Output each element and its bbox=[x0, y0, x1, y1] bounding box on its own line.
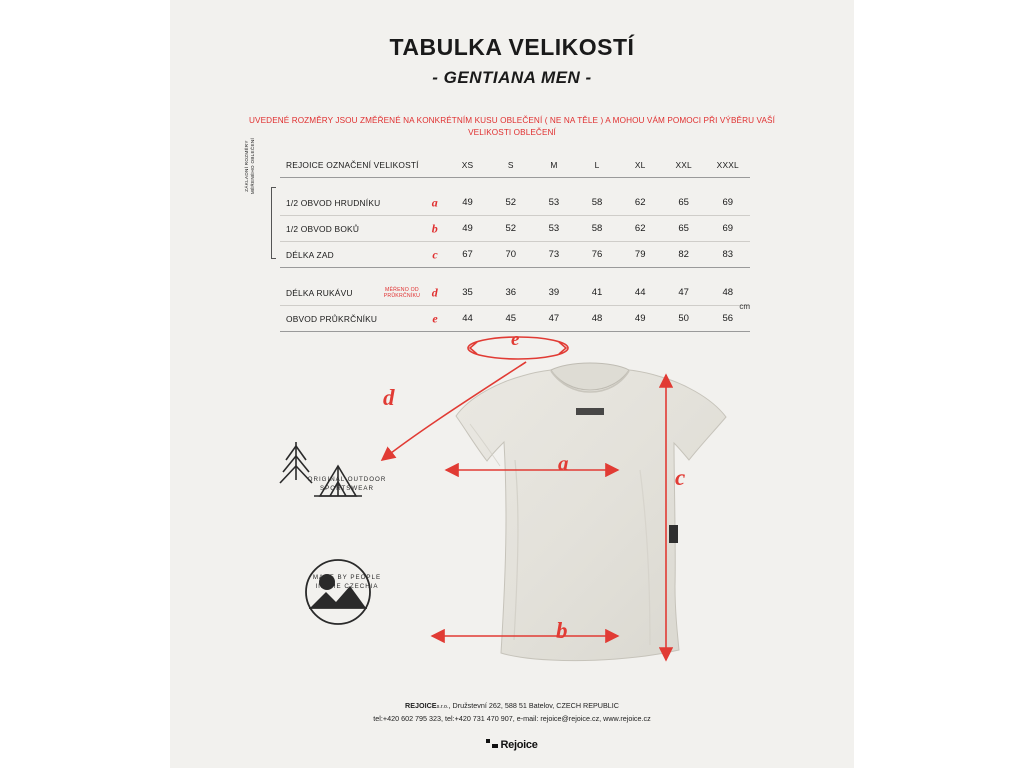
cell-back-m: 73 bbox=[532, 242, 575, 268]
measure-label-d: d bbox=[383, 385, 395, 410]
badge1-line2: SPORTSWEAR bbox=[320, 485, 374, 492]
footer bbox=[170, 700, 854, 724]
row-label-back-length: DÉLKA ZAD bbox=[286, 249, 334, 260]
table-spacer bbox=[280, 268, 750, 281]
cell-back-l: 76 bbox=[575, 242, 618, 268]
row-label-neck: OBVOD PRŮKRČNÍKU bbox=[286, 313, 378, 324]
measure-label-c: c bbox=[675, 465, 686, 490]
table-spacer bbox=[280, 178, 750, 191]
tshirt-illustration bbox=[170, 320, 854, 680]
size-col-xl: XL bbox=[619, 152, 662, 178]
table-row bbox=[280, 190, 750, 216]
cell-hips-s: 52 bbox=[489, 216, 532, 242]
row-label-hips: 1/2 OBVOD BOKŮ bbox=[286, 223, 360, 234]
cell-sleeve-xxl: 47 bbox=[662, 280, 706, 306]
side-label: ZÁKLADNÍ ROZMĚRY MĚŘENÉHO OBLEČENÍ bbox=[244, 137, 255, 195]
cell-back-xxl: 82 bbox=[662, 242, 706, 268]
cell-chest-xl: 62 bbox=[619, 190, 662, 216]
footer-address-line bbox=[170, 700, 854, 713]
table-header-row bbox=[280, 152, 750, 178]
size-col-xxl: XXL bbox=[662, 152, 706, 178]
badge-original-outdoor bbox=[282, 470, 412, 493]
size-col-m: M bbox=[532, 152, 575, 178]
badge2-line2: IN THE CZECHIA bbox=[315, 583, 379, 590]
cell-hips-m: 53 bbox=[532, 216, 575, 242]
cell-hips-xl: 62 bbox=[619, 216, 662, 242]
page-title: TABULKA VELIKOSTÍ bbox=[389, 34, 635, 60]
row-mark-d: d bbox=[431, 285, 438, 299]
unit-label: cm bbox=[739, 302, 750, 311]
logo-inner bbox=[486, 738, 537, 751]
cell-chest-l: 58 bbox=[575, 190, 618, 216]
cell-chest-xxl: 65 bbox=[662, 190, 706, 216]
size-chart-sheet bbox=[170, 0, 854, 768]
footer-company: REJOICE bbox=[405, 701, 437, 710]
cell-sleeve-xs: 35 bbox=[446, 280, 489, 306]
cell-neck-xxl: 50 bbox=[662, 306, 706, 332]
size-col-s: S bbox=[489, 152, 532, 178]
cell-neck-xs: 44 bbox=[446, 306, 489, 332]
cell-back-xl: 79 bbox=[619, 242, 662, 268]
cell-hips-xxl: 65 bbox=[662, 216, 706, 242]
cell-sleeve-s: 36 bbox=[489, 280, 532, 306]
row-label-sleeve: DÉLKA RUKÁVU bbox=[286, 287, 353, 298]
cell-neck-l: 48 bbox=[575, 306, 618, 332]
page-subtitle: - GENTIANA MEN - bbox=[432, 68, 592, 87]
cell-back-xs: 67 bbox=[446, 242, 489, 268]
row-label-chest: 1/2 OBVOD HRUDNÍKU bbox=[286, 197, 381, 208]
size-col-xxxl: XXXL bbox=[706, 152, 750, 178]
tshirt-shape bbox=[456, 363, 726, 661]
cell-hips-l: 58 bbox=[575, 216, 618, 242]
cell-sleeve-xl: 44 bbox=[619, 280, 662, 306]
table-row bbox=[280, 242, 750, 268]
table-row bbox=[280, 216, 750, 242]
tshirt-svg bbox=[170, 320, 854, 680]
measure-label-b: b bbox=[556, 618, 568, 643]
brand-logo bbox=[170, 735, 854, 753]
cell-back-s: 70 bbox=[489, 242, 532, 268]
measure-label-a: a bbox=[558, 451, 569, 475]
cell-chest-xs: 49 bbox=[446, 190, 489, 216]
cell-chest-m: 53 bbox=[532, 190, 575, 216]
footer-contact-line: tel:+420 602 795 323, tel:+420 731 470 907, e-mail: rejoice@rejoice.cz, www.rejoice.cz bbox=[373, 714, 651, 723]
logo-mark-icon bbox=[486, 738, 498, 749]
measurement-note: UVEDENÉ ROZMĚRY JSOU ZMĚŘENÉ NA KONKRÉTNÍM KUSU OBLEČENÍ ( NE NA TĚLE ) A MOHOU VÁM POMOCI PŘI VÝBĚRU VAŠÍ VELIKOSTI OBLEČENÍ bbox=[249, 116, 775, 137]
cell-neck-m: 47 bbox=[532, 306, 575, 332]
size-col-l: L bbox=[575, 152, 618, 178]
size-col-xs: XS bbox=[446, 152, 489, 178]
cell-sleeve-m: 39 bbox=[532, 280, 575, 306]
group-bracket bbox=[271, 187, 276, 259]
footer-address: , Družstevní 262, 588 51 Batelov, CZECH REPUBLIC bbox=[448, 701, 619, 710]
cell-hips-xxxl: 69 bbox=[706, 216, 750, 242]
badge-made-by-people bbox=[282, 568, 412, 591]
row-mark-a: a bbox=[431, 195, 438, 209]
table-header-label: REJOICE OZNAČENÍ VELIKOSTÍ bbox=[280, 152, 446, 178]
badge1-line1: ORIGINAL OUTDOOR bbox=[307, 476, 387, 483]
measure-label-e: e bbox=[511, 329, 520, 350]
cell-back-xxxl: 83 bbox=[706, 242, 750, 268]
row-mark-c: c bbox=[432, 247, 438, 261]
badge2-line1: MADE BY PEOPLE bbox=[312, 574, 382, 581]
row-submark-sleeve: MĚŘENO OD PRŮKRČNÍKU bbox=[383, 286, 421, 299]
cell-neck-s: 45 bbox=[489, 306, 532, 332]
row-mark-b: b bbox=[431, 221, 438, 235]
cell-chest-s: 52 bbox=[489, 190, 532, 216]
logo-text: Rejoice bbox=[500, 739, 538, 751]
footer-company-suffix: s.r.o. bbox=[436, 704, 449, 710]
cell-neck-xxxl: 56 bbox=[706, 306, 750, 332]
row-mark-e: e bbox=[432, 311, 438, 325]
cell-neck-xl: 49 bbox=[619, 306, 662, 332]
cell-sleeve-xxxl: 48 bbox=[706, 280, 750, 306]
cell-sleeve-l: 41 bbox=[575, 280, 618, 306]
cell-chest-xxxl: 69 bbox=[706, 190, 750, 216]
cell-hips-xs: 49 bbox=[446, 216, 489, 242]
